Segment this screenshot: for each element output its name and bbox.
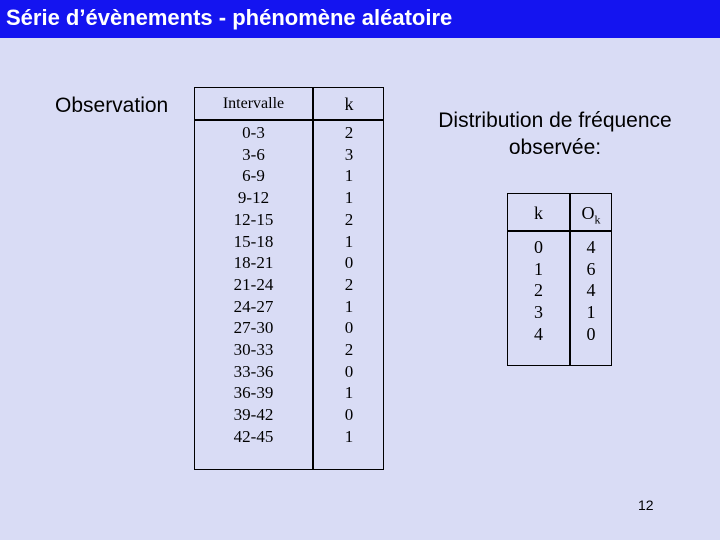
table-cell: 2	[344, 209, 354, 229]
table-cell: 4	[534, 323, 543, 344]
table-cell: 1	[344, 188, 354, 208]
table-cell: 0	[586, 323, 596, 344]
table-cell: 18-21	[233, 253, 274, 273]
header-ok	[571, 203, 611, 228]
ok-column	[571, 237, 611, 346]
table-cell: 2	[344, 340, 354, 360]
distribution-label: Distribution de fréquence observée:	[438, 109, 672, 159]
table-cell: 3	[534, 302, 543, 323]
table-cell: 33-36	[233, 361, 274, 381]
table-cell: 1	[344, 166, 354, 186]
table-cell: 0-3	[242, 123, 265, 142]
table-cell: 0	[344, 361, 354, 381]
header-k: k	[534, 203, 543, 223]
slide-title: Série d’évènements - phénomène aléatoire	[6, 5, 453, 30]
table-header-divider	[195, 119, 383, 121]
table-cell: 4	[586, 280, 596, 301]
header-k: k	[344, 94, 354, 114]
table-cell: 30-33	[233, 340, 274, 360]
table-cell: 36-39	[233, 383, 274, 403]
table-cell: 1	[344, 383, 354, 403]
table-cell: 3-6	[242, 144, 265, 164]
table-cell: 42-45	[233, 426, 274, 446]
table-cell: 39-42	[233, 405, 274, 425]
table-cell: 4	[586, 237, 596, 257]
table-cell: 0	[344, 318, 354, 338]
table-cell: 1	[586, 302, 596, 323]
frequency-table	[507, 193, 612, 366]
table-cell: 1	[344, 231, 354, 251]
header-o-subscript: k	[594, 212, 601, 227]
table-cell: 2	[344, 123, 354, 142]
table-cell: 6-9	[242, 166, 265, 186]
table-cell: 1	[344, 426, 354, 446]
header-o: O	[581, 203, 595, 223]
table-cell: 0	[534, 237, 543, 257]
table-cell: 15-18	[233, 231, 274, 251]
table-cell: 6	[586, 258, 596, 279]
table-cell: 0	[344, 405, 354, 425]
intervals-column	[195, 122, 312, 448]
table-cell: 2	[344, 274, 354, 294]
table-cell: 1	[534, 258, 543, 279]
page-number: 12	[638, 497, 654, 513]
table-cell: 1	[344, 296, 354, 316]
table-cell: 9-12	[237, 188, 270, 208]
table-cell: 21-24	[233, 274, 274, 294]
k-column	[508, 237, 569, 346]
table-header-divider	[508, 230, 611, 232]
header-intervalle: Intervalle	[222, 95, 285, 112]
table-cell: 0	[344, 253, 354, 273]
observation-table	[194, 87, 384, 470]
table-cell: 3	[344, 144, 354, 164]
table-cell: 12-15	[233, 209, 274, 229]
title-bar	[0, 0, 720, 38]
table-cell: 24-27	[233, 296, 274, 316]
table-cell: 27-30	[233, 318, 274, 338]
k-column	[314, 122, 384, 448]
table-cell: 2	[534, 280, 543, 301]
observation-label: Observation	[55, 94, 169, 117]
